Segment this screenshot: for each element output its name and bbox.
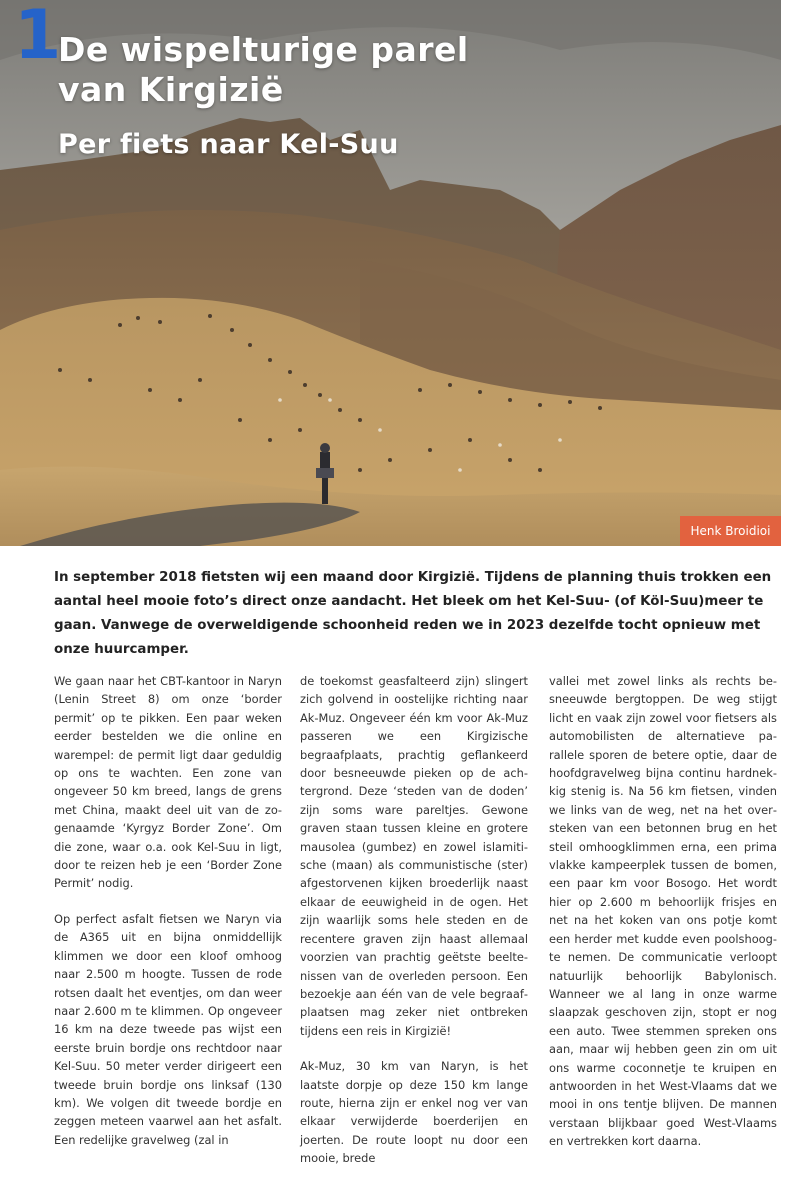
photo-credit: Henk Broidioi — [680, 516, 781, 546]
title-line-1: De wispelturige parel — [58, 30, 469, 69]
article-number: 1 — [14, 0, 62, 75]
body-paragraph: vallei met zowel links als rechts besneeuwde bergtoppen. De weg stijgt licht en vaak zijn zowel voor fietsers als automobilisten de alternatieve parallele sporen de betere optie, daar de hoofdgravelweg bijna continu hardnekkig stenig is. Na 56 km fietsen, vinden we links van de weg, net na het oversteken van een betonnen brug en het steil omhoogklimmen erna, een prima vlakke kampeerplek tussen de bomen, een paar km voor Bosogo. Het wordt hier op 2.600 m behoorlijk frisjes en net na het koken van ons potje komt een herder met kudde even poolshoogte nemen. De communicatie verloopt natuurlijk behoorlijk Babylonisch. Wanneer we al lang in onze warme slaapzak geschoven zijn, stopt er nog een auto. Twee stemmen spreken ons aan, maar wij hebben geen zin om uit ons warme coconnetje te kruipen en antwoorden in het West-Vlaams dat we mooi in ons tentje blijven. De mannen verstaan blijkbaar goed West-Vlaams en vertrekken kort daarna. — [549, 674, 777, 1149]
body-column-2 — [300, 672, 528, 1185]
title-line-2: van Kirgizië — [58, 70, 284, 109]
intro-paragraph: In september 2018 fietsten wij een maand door Kirgizië. Tijdens de planning thuis trokken een aantal heel mooie foto’s direct onze aandacht. Het bleek om het Kel-Suu- (of Köl-Suu)meer te gaan. Vanwege de overweldigende schoonheid reden we in 2023 dezelfde tocht opnieuw met onze huurcamper. — [54, 570, 772, 657]
body-paragraph: Ak-Muz, 30 km van Naryn, is het laatste dorpje op deze 150 km lange route, hierna zijn er enkel nog ver van elkaar verwijderde boerderijen en joerten. De route loopt nu door een mooie, brede — [300, 1059, 528, 1166]
body-paragraph: We gaan naar het CBT-kantoor in Naryn (Lenin Street 8) om onze ‘border permit’ op te pikken. Een paar weken eerder bestelden we die online en warempel: de permit ligt daar geduldig op ons te wachten. Een zone van ongeveer 50 km breed, langs de grens met China, maakt deel uit van de zogenaamde ‘Kyrgyz Border Zone’. Om die zone, waar o.a. ook Kel-Suu in ligt, door te reizen heb je een ‘Border Zone Permit’ nodig. — [54, 674, 282, 891]
body-paragraph: de toekomst geasfalteerd zijn) slingert zich golvend in oostelijke richting naar Ak-Muz. Ongeveer één km voor Ak-Muz passeren we een Kirgizische begraafplaats, prachtig geflankeerd door besneeuwde pieken op de achtergrond. Deze ‘steden van de doden’ zijn soms ware pareltjes. Gewone graven staan tussen kleine en grotere mausolea (gumbez) en zowel islamitische (maan) als communistische (ster) afgestorvenen kijken broederlijk naast elkaar de eeuwigheid in de ogen. Het zijn waarlijk soms hele steden en de recentere graven zijn haast allemaal voorzien van prachtig geëtste beeltenissen van de overleden persoon. Een bezoekje aan één van de vele begraafplaatsen mag zeker niet ontbreken tijdens een reis in Kirgizië! — [300, 674, 528, 1038]
body-column-3 — [549, 672, 777, 1168]
article-title — [58, 30, 469, 110]
body-paragraph: Op perfect asfalt fietsen we Naryn via de A365 uit en bijna onmiddellijk klimmen we door een kloof omhoog naar 2.500 m hoogte. Tussen de rode rotsen daalt het eventjes, om dan weer naar 2.600 m te klimmen. Op ongeveer 16 km na deze tweede pas wijst een eerste bruin bordje ons rechtdoor naar Kel-Suu. 50 meter verder dirigeert een tweede bruin bordje ons linksaf (130 km). We volgen dit tweede bordje en zeggen meteen vaarwel aan het asfalt. Een redelijke gravelweg (zal in — [54, 911, 282, 1147]
body-column-1 — [54, 672, 282, 1166]
hero-photo — [0, 0, 781, 546]
article-subtitle: Per fiets naar Kel-Suu — [58, 129, 399, 160]
